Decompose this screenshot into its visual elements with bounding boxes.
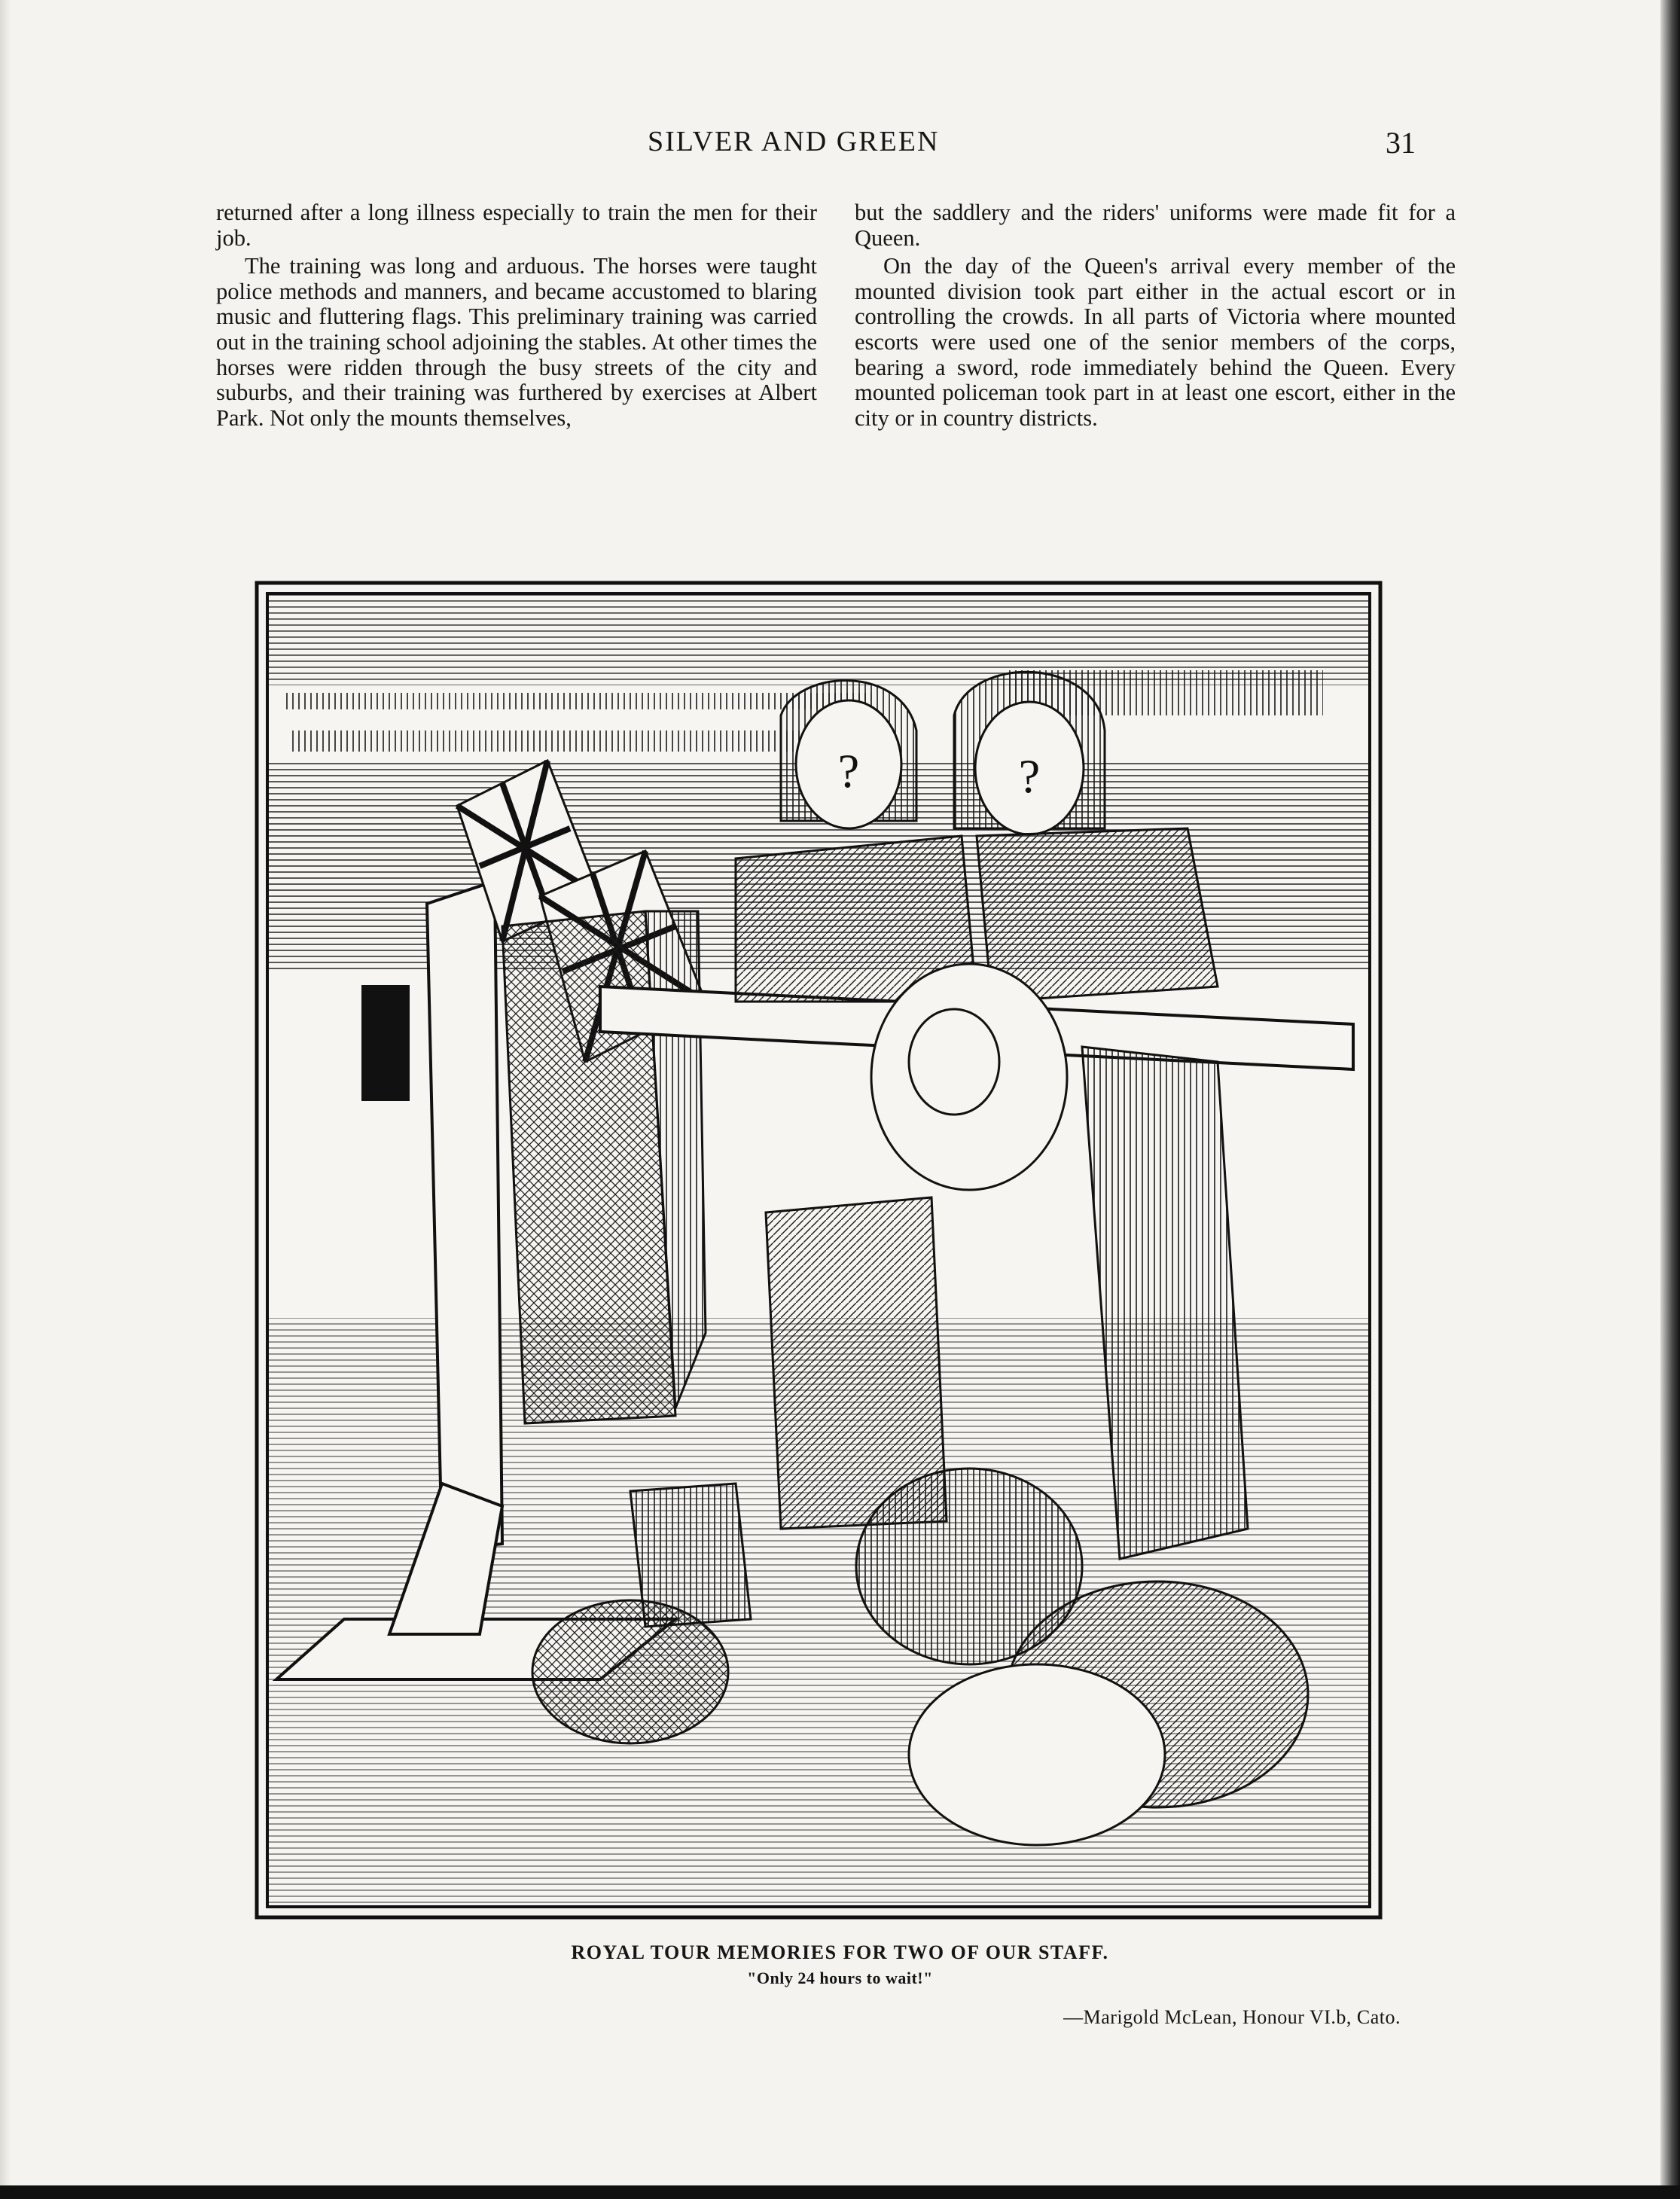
- caption-title: ROYAL TOUR MEMORIES FOR TWO OF OUR STAFF.: [571, 1941, 1109, 1963]
- text-column-right: [855, 200, 1456, 434]
- paragraph: but the saddlery and the riders' uniforms were made fit for a Queen.: [855, 200, 1456, 251]
- page-gutter-shadow: [0, 0, 11, 2199]
- face-question-mark: ?: [1018, 749, 1041, 803]
- caption-subtitle: "Only 24 hours to wait!": [747, 1969, 933, 1987]
- paragraph: returned after a long illness especially to train the men for their job.: [216, 200, 817, 251]
- page-bottom-edge: [0, 2185, 1680, 2199]
- paragraph: The training was long and arduous. The horses were taught police methods and manners, and became accustomed to blaring music and fluttering flags. This preliminary training was carried out in the training school adjoining the stables. At other times the horses were ridden through the busy streets of the city and suburbs, and their training was furthered by exercises at Albert Park. Not only the mounts themselves,: [216, 253, 817, 431]
- page-number: 31: [1386, 126, 1416, 160]
- running-title: SILVER AND GREEN: [648, 126, 940, 157]
- straw-hat: [871, 964, 1067, 1190]
- page-edge-shadow: [1660, 0, 1680, 2199]
- paragraph: On the day of the Queen's arrival every member of the mounted division took part either in the actual escort or in controlling the crowds. In all parts of Victoria where mounted escorts were used one of the senior members of the corps, bearing a sword, rode immediately behind the Queen. Every mounted policeman took part in at least one escort, either in the city or in country districts.: [855, 253, 1456, 431]
- caption-credit: —Marigold McLean, Honour VI.b, Cato.: [1063, 2006, 1401, 2028]
- pen-drawing-illustration: [254, 580, 1383, 1920]
- text-column-left: [216, 200, 817, 434]
- face-question-mark: ?: [837, 744, 860, 798]
